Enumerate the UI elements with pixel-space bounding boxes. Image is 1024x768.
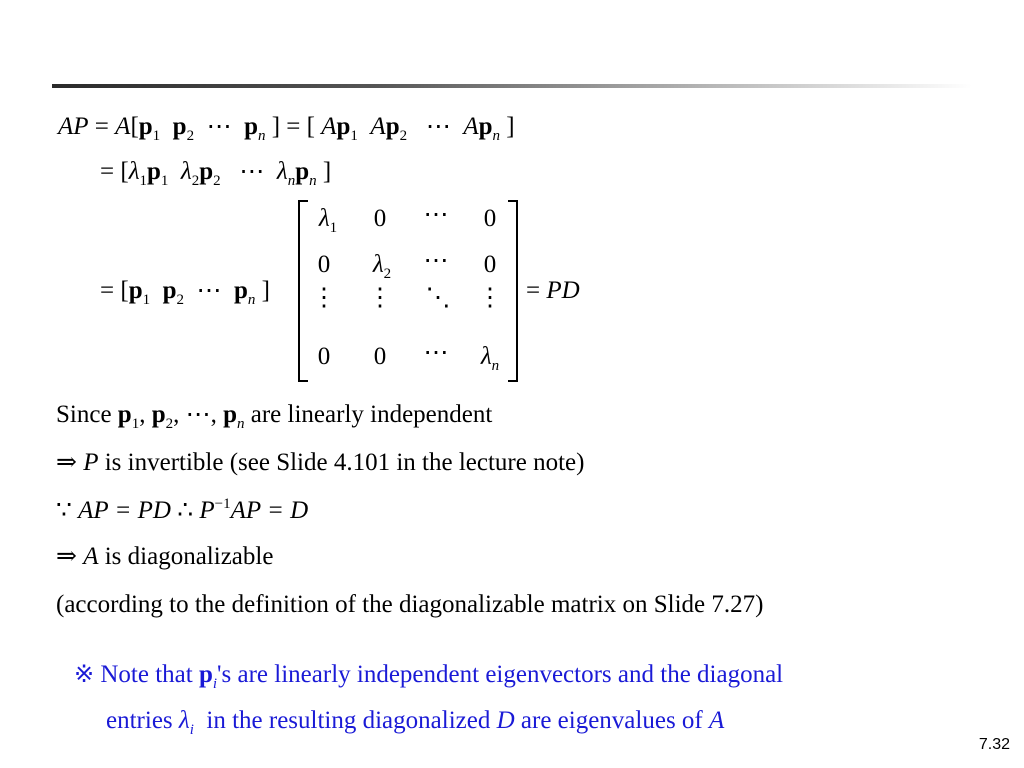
diagonal-matrix: [298, 200, 518, 380]
matrix-cell: 0: [483, 205, 497, 232]
matrix-ddots: ⋱: [425, 284, 451, 311]
note-line-2: entries $\lambda_i$ in the resulting diagonalized D are eigenvalues of A: [106, 707, 725, 738]
matrix-cell: $\lambda_1$: [318, 205, 338, 236]
matrix-cell: $\lambda_2$: [372, 251, 392, 282]
matrix-cell: 0: [317, 343, 331, 370]
matrix-cell: ⋯: [423, 339, 449, 366]
equation-line-1: AP = $A[p_1$ $p_2$ ⋯ $p_n$ ] = [ $Ap_1$ $Ap_2$ ⋯ $Ap_n$ ]: [58, 113, 515, 144]
matrix-cell: 0: [373, 205, 387, 232]
matrix-cell: 0: [483, 251, 497, 278]
because-therefore-line: ∵ AP = PD ∴ $P^{-1}AP = D$: [56, 496, 309, 524]
title-divider: [52, 84, 972, 88]
invertible-line: ⇒ P is invertible (see Slide 4.101 in the lecture note): [56, 449, 585, 476]
according-line: (according to the definition of the diagonalizable matrix on Slide 7.27): [56, 591, 764, 618]
matrix-vdots: ⋮: [477, 284, 503, 311]
equation-line-2: = [$\lambda_1p_1$ $\lambda_2p_2$ ⋯ $\lambda_np_n$ ]: [100, 158, 332, 189]
matrix-cell: ⋯: [423, 247, 449, 274]
matrix-vdots: ⋮: [367, 284, 393, 311]
note-line-1: ※ Note that $p_i's$ are linearly independent eigenvectors and the diagonal: [74, 661, 784, 692]
matrix-vdots: ⋮: [311, 284, 337, 311]
equation-line-3-prefix: = [$p_1$ $p_2$ ⋯ $p_n$ ]: [100, 277, 270, 308]
equation-line-3-suffix: = PD: [526, 277, 580, 304]
matrix-cell: $\lambda_n$: [480, 343, 500, 374]
reference-mark-icon: ※: [74, 662, 95, 688]
matrix-cell: ⋯: [423, 201, 449, 228]
since-line: Since $p_1$, $p_2$, ⋯, $p_n$ are linearly independent: [56, 401, 493, 432]
matrix-cell: 0: [373, 343, 387, 370]
matrix-cell: 0: [317, 251, 331, 278]
page-number: 7.32: [978, 736, 1010, 753]
diagonalizable-line: ⇒ A is diagonalizable: [56, 543, 274, 570]
